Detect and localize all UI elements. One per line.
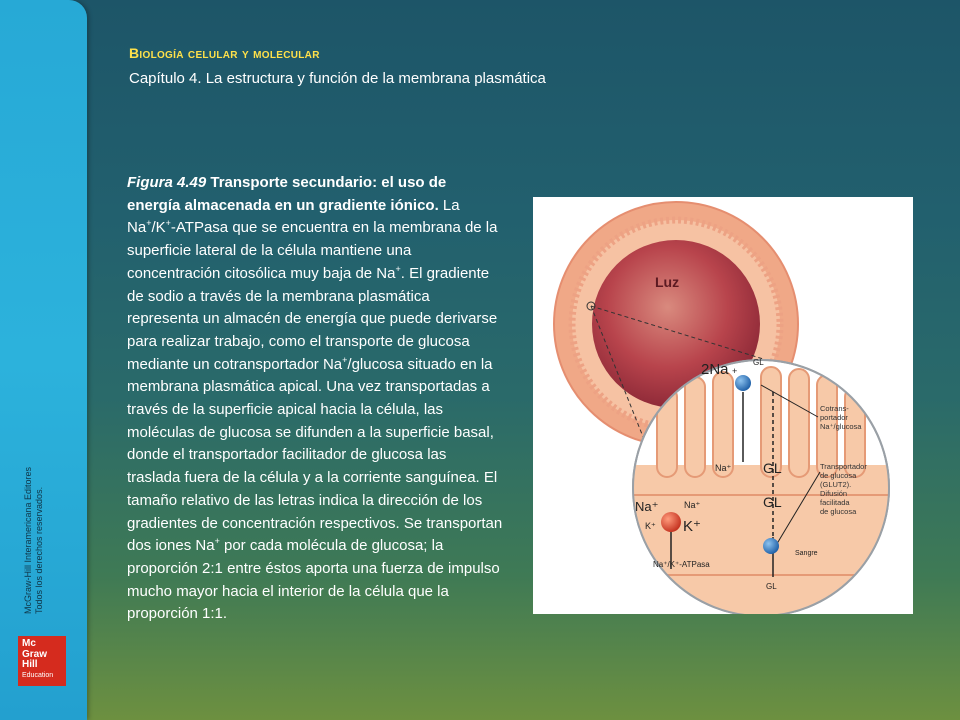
book-title: Biología celular y molecular — [129, 45, 320, 61]
cotransporter-icon — [735, 375, 751, 391]
gl-mid-label-2: GL — [763, 494, 782, 510]
glut2-line-6: de glucosa — [820, 507, 857, 516]
gl-mid-label-1: GL — [763, 460, 782, 476]
k-left-label: K⁺ — [645, 521, 656, 531]
chapter-subtitle: Capítulo 4. La estructura y función de la membrana plasmática — [129, 70, 546, 87]
sidebar — [0, 0, 87, 720]
transport-diagram — [533, 197, 913, 614]
caption-text-3: -ATPasa que se encuentra en la membrana de la superficie lateral de la célula mantiene una concentración citosólica muy baja de Na — [127, 219, 498, 282]
lumen-label: Luz — [655, 274, 680, 290]
logo-line-4: Education — [22, 671, 54, 679]
na-k-pump-icon — [661, 512, 681, 532]
caption-text-4: . El gradiente de sodio a través de la membrana plasmática representa un almacén de energía que puede derivarse para realizar trabajo, como el transporte de glucosa mediante un cotransportador Na — [127, 264, 498, 373]
copyright-line-2: Todos los derechos reservados. — [34, 486, 44, 614]
logo-line-3: Hill — [22, 659, 38, 670]
cotransporter-line-2: portador — [820, 413, 848, 422]
na-small-label: Na⁺ — [715, 463, 732, 473]
gl-top-label: GL — [753, 358, 764, 367]
glut2-line-2: de glucosa — [820, 471, 857, 480]
cotransporter-line-3: Na⁺/glucosa — [820, 422, 862, 431]
glut2-line-1: Transportador — [820, 462, 867, 471]
copyright-line-1: McGraw-Hill Interamericana Editores — [23, 466, 33, 614]
figure-title: Transporte secundario: el uso de energía almacenada en un gradiente iónico. — [127, 174, 447, 214]
logo-line-1: Mc — [22, 638, 36, 649]
glut2-line-4: Difusión — [820, 489, 848, 498]
caption-text-2: /K — [151, 219, 166, 237]
na-left-label: Na⁺ — [635, 499, 659, 514]
caption-text-5: /glucosa situado en la membrana plasmática apical. Una vez transportadas a través de la superficie apical hacia la célula, las moléculas de glucosa se difunden a la superficie basal, donde el transportador facilitador de glucosa las traslada fuera de la célula y a la corriente sanguínea. El tamaño relativo de las letras indica la dirección de los gradientes de concentración respectivos. Se transportan dos iones Na — [127, 355, 503, 555]
svg-text:+: + — [732, 366, 738, 376]
mcgraw-hill-logo — [18, 636, 66, 686]
caption-text-6: por cada molécula de glucosa; la proporción 2:1 entre éstos aporta una fuerza de impulso mucho mayor hacia el interior de la célula que la proporción 1:1. — [127, 537, 500, 623]
copyright-text — [23, 374, 45, 614]
cotransporter-line-1: Cotrans- — [820, 404, 849, 413]
sup-plus-4: + — [342, 354, 348, 365]
gl-bottom-label: GL — [766, 582, 777, 591]
atpasa-label: Na⁺/K⁺-ATPasa — [653, 560, 710, 569]
figure-label: Figura 4.49 — [127, 174, 207, 191]
sup-plus-3: + — [395, 263, 401, 274]
sangre-label: Sangre — [795, 550, 818, 557]
na-right-label: Na⁺ — [684, 500, 701, 510]
glut2-icon — [763, 538, 779, 554]
figure-panel — [533, 197, 913, 614]
sup-plus-2: + — [165, 218, 171, 229]
glut2-line-3: (GLUT2). — [820, 480, 852, 489]
caption-text-1: La Na — [127, 196, 460, 237]
k-right-label: K⁺ — [683, 518, 701, 535]
sup-plus-5: + — [214, 536, 220, 547]
two-na-label: 2Na — [701, 361, 729, 378]
sup-plus-1: + — [146, 218, 152, 229]
logo-line-2: Graw — [22, 648, 48, 660]
figure-caption — [127, 172, 503, 626]
glut2-line-5: facilitada — [820, 498, 850, 507]
